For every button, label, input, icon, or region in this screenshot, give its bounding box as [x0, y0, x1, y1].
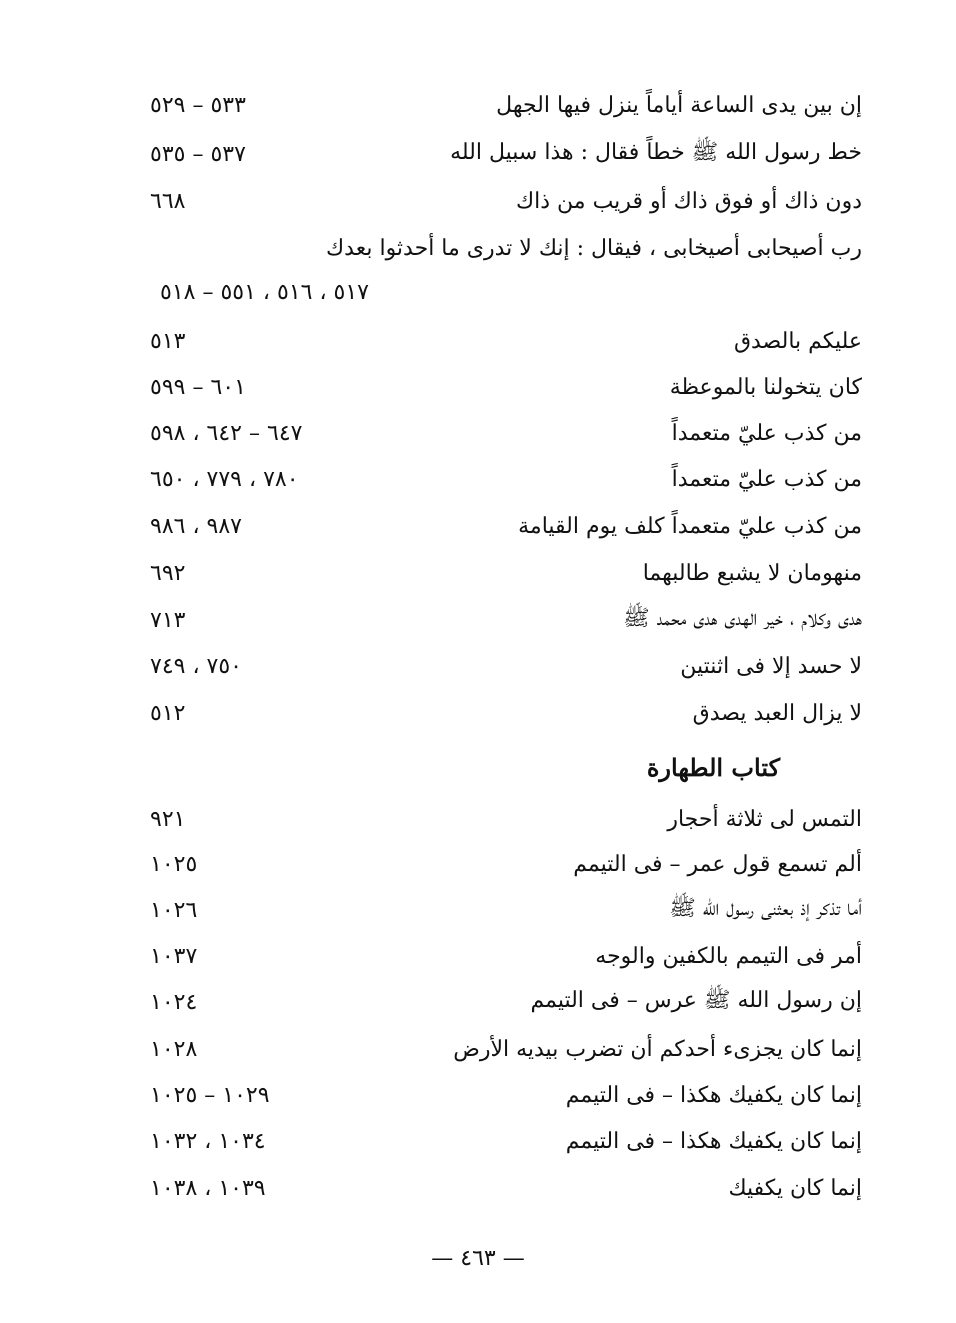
- entry-text: إن بين يدى الساعة أياماً ينزل فيها الجهل: [496, 92, 862, 118]
- entry-refs: ٦٠١ – ٥٩٩: [150, 374, 246, 400]
- section-heading: كتاب الطهارة: [646, 753, 780, 782]
- entry-text: إنما كان يجزىء أحدكم أن تضرب بيديه الأرض: [453, 1036, 862, 1062]
- entry-text: دون ذاك أو فوق ذاك أو قريب من ذاك: [516, 188, 862, 214]
- entry-text: من كذب عليّ متعمداً: [671, 420, 862, 446]
- index-entry: [150, 178, 862, 224]
- entry-text: كان يتخولنا بالموعظة: [669, 374, 862, 400]
- index-entry: [150, 1026, 862, 1072]
- index-entry: [150, 503, 862, 549]
- entry-refs: ١٠٢٨: [150, 1036, 198, 1062]
- index-entry: [150, 597, 862, 643]
- entry-refs: ٩٨٧ ، ٩٨٦: [150, 513, 242, 539]
- entry-text: منهومان لا يشبع طالبهما: [642, 560, 862, 586]
- index-entry: [150, 364, 862, 410]
- entry-refs: ٥١٢: [150, 700, 186, 726]
- index-entry: [150, 887, 862, 933]
- index-entry: [150, 1072, 862, 1118]
- index-entry: [150, 1165, 862, 1211]
- index-entry: [150, 131, 862, 177]
- entry-refs: ١٠٢٦: [150, 897, 198, 923]
- entry-text: لا حسد إلا فى اثنتين: [680, 653, 862, 679]
- entry-refs: ٦٤٧ – ٦٤٢ ، ٥٩٨: [150, 420, 303, 446]
- entry-refs: ٧١٣: [150, 607, 186, 633]
- index-entry: [150, 410, 862, 456]
- index-entry: [150, 1118, 862, 1164]
- entry-refs: ٦٩٢: [150, 560, 186, 586]
- entry-text: إنما كان يكفيك هكذا – فى التيمم: [565, 1082, 862, 1108]
- entry-refs: ١٠٣٧: [150, 943, 198, 969]
- entry-text: لا يزال العبد يصدق: [692, 700, 862, 726]
- entry-refs: ٥٣٣ – ٥٢٩: [150, 92, 246, 118]
- index-entry: [150, 550, 862, 596]
- entry-refs: ١٠٢٩ – ١٠٢٥: [150, 1082, 270, 1108]
- entry-text: إنما كان يكفيك هكذا – فى التيمم: [565, 1128, 862, 1154]
- index-entry: [150, 643, 862, 689]
- index-entry-wrapped-text: رب أصيحابى أصيخابى ، فيقال : إنك لا تدرى ما أحدثوا بعدك: [326, 236, 862, 261]
- entry-refs: ١٠٣٩ ، ١٠٣٨: [150, 1175, 266, 1201]
- entry-refs: ٧٥٠ ، ٧٤٩: [150, 653, 242, 679]
- entry-refs: ٦٦٨: [150, 188, 186, 214]
- entry-text: أمر فى التيمم بالكفين والوجه: [595, 943, 862, 969]
- entry-refs: ٥١٣: [150, 328, 186, 354]
- entry-text: ألم تسمع قول عمر – فى التيمم: [573, 851, 862, 877]
- entry-text: من كذب عليّ متعمداً كلف يوم القيامة: [518, 513, 862, 539]
- entry-refs: ٩٢١: [150, 806, 186, 832]
- index-entry: [150, 690, 862, 736]
- index-entry: [150, 841, 862, 887]
- index-entry: [150, 979, 862, 1025]
- page-number: — ٤٦٣ —: [431, 1246, 525, 1271]
- entry-text: أما تذكر إذ بعثنى رسول الله ﷺ: [669, 896, 862, 921]
- entry-text: التمس لى ثلاثة أحجار: [667, 806, 862, 832]
- entry-refs: ١٠٢٤: [150, 989, 198, 1015]
- entry-text: إنما كان يكفيك: [728, 1175, 862, 1201]
- index-entry: [150, 318, 862, 364]
- entry-refs: ٧٨٠ ، ٧٧٩ ، ٦٥٠: [150, 466, 299, 492]
- index-entry: [150, 796, 862, 842]
- entry-refs: ٥٣٧ – ٥٣٥: [150, 141, 246, 167]
- index-entry-wrapped-refs: ٥١٧ ، ٥١٦ ، ٥٥١ – ٥١٨: [160, 280, 369, 305]
- entry-refs: ١٠٢٥: [150, 851, 198, 877]
- entry-text: من كذب عليّ متعمداً: [671, 466, 862, 492]
- index-entry: [150, 82, 862, 128]
- index-entry: [150, 456, 862, 502]
- entry-text: عليكم بالصدق: [733, 328, 862, 354]
- entry-text: هدى وكلام ، خير الهدى هدى محمد ﷺ: [623, 606, 862, 631]
- entry-refs: ١٠٣٤ ، ١٠٣٢: [150, 1128, 266, 1154]
- index-entry: [150, 933, 862, 979]
- entry-text: إن رسول الله ﷺ عرس – فى التيمم: [530, 988, 862, 1013]
- entry-text: خط رسول الله ﷺ خطاً فقال : هذا سبيل الله: [450, 140, 862, 165]
